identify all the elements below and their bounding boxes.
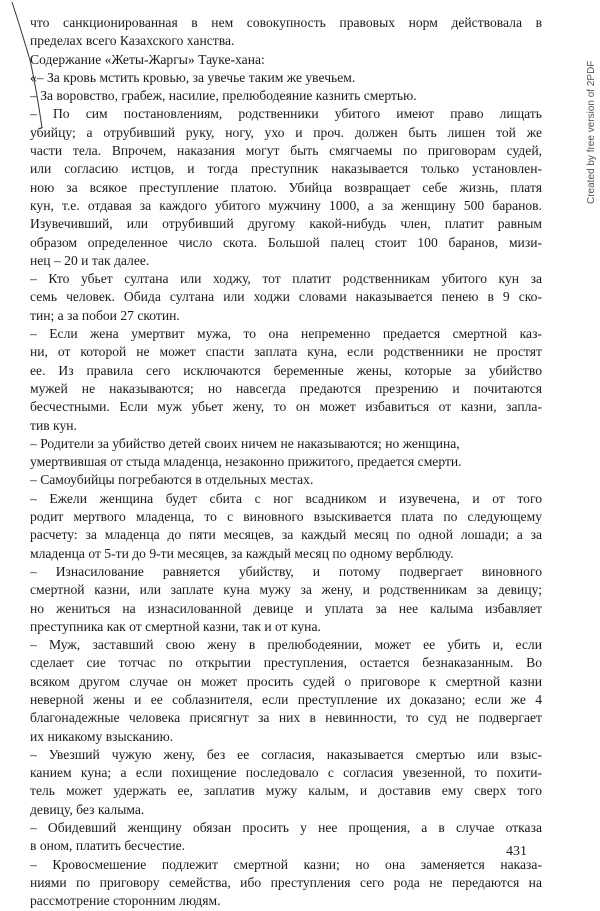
text-line: умертвившая от стыда младенца, незаконно прижитого, предается смерти. — [30, 454, 462, 470]
text-line: младенца от 5-ти до 9-ти месяцев, за каждый месяц по одному верблюду. — [30, 545, 454, 561]
text-line: бесчестными. Если муж убьет жену, то он может избавиться от казни, запла- — [30, 399, 542, 415]
text-line: рассмотрение сторонним людям. — [30, 893, 221, 909]
text-line: их никакому взысканию. — [30, 728, 174, 744]
pdf-watermark: Created by free version of 2PDF — [586, 60, 597, 204]
text-line: пределах всего Казахского ханства. — [30, 33, 235, 49]
text-line: канием куна; а если похищение последовало с согласия увезенной, то похити- — [30, 765, 542, 781]
text-line: но жениться на изнасилованной девице и уплата за нее калыма избавляет — [30, 600, 542, 616]
text-line: благонадежные человека присягнут за них в невинности, то суд не подвергает — [30, 710, 542, 726]
text-line: или согласию истцов, и тогда преступник наказывается только установлен- — [30, 161, 542, 177]
text-line: ни, от которой не может спасти заплата куна, если родственники не простят — [30, 344, 542, 360]
text-line: семь человек. Обида султана или ходжи словами наказывается пенею в 9 ско- — [30, 289, 542, 305]
text-line: ною за всякое преступление платою. Убийца возвращает себе жизнь, платя — [30, 179, 542, 195]
page-number: 431 — [506, 844, 527, 859]
text-line: образом определенное число скота. Большой палец стоит 100 баранов, мизи- — [30, 234, 542, 250]
text-line: – Увезший чужую жену, без ее согласия, наказывается смертью или взыс- — [30, 746, 542, 762]
text-line: – Если жена умертвит мужа, то она непременно предается смертной каз- — [30, 326, 542, 342]
text-line: – Ежели женщина будет сбита с ног всадником и изувечена, и от того — [30, 490, 542, 506]
text-line: тель может удержать ее, заплатив мужу калым, и доставив ему сверх того — [30, 783, 542, 799]
text-line: мужей не наказываются; но навсегда предаются презрению и почитаются — [30, 380, 542, 396]
text-line: тив кун. — [30, 417, 77, 433]
text-line: неверной жены и ее соблазнителя, если преступление их доказано; если же 4 — [30, 691, 542, 707]
text-line: – Кровосмешение подлежит смертной казни; но она заменяется наказа- — [30, 856, 542, 872]
text-line: Изувечивший, или отрубивший другому какой-нибудь член, платит равным — [30, 216, 542, 232]
text-line: что санкционированная в нем совокупность правовых норм действовала в — [30, 15, 542, 30]
text-line: – Родители за убийство детей своих ничем не наказываются; но женщина, — [30, 435, 460, 451]
text-line: нец – 20 и так далее. — [30, 252, 150, 268]
text-line: – Изнасилование равняется убийству, и потому подвергает виновного — [30, 563, 542, 579]
text-line: «– За кровь мстить кровью, за увечье таким же увечьем. — [30, 69, 356, 85]
text-line: – По сим постановлениям, родственники убитого имеют право лищать — [30, 106, 542, 122]
text-line: всяком другом случае он может просить судей о приговоре к смертной казни — [30, 673, 542, 689]
text-line: – Кто убьет султана или ходжу, тот платит родственникам убитого кун за — [30, 271, 542, 287]
text-line: тин; а за побои 27 скотин. — [30, 307, 180, 323]
text-line: – Самоубийцы погребаются в отдельных местах. — [30, 472, 314, 488]
text-line: ниями по приговору семейства, ибо преступления сего рода не передаются на — [30, 874, 542, 890]
text-line: преступника как от смертной казни, так и от куна. — [30, 618, 321, 634]
body-text — [30, 14, 542, 911]
text-line: расчету: за младенца до пяти месяцев, за каждый месяц по одной лошади; а за — [30, 527, 542, 543]
text-line: сделает сие тотчас по открытии преступления, остается безнаказанным. Во — [30, 655, 542, 671]
text-line: части тела. Впрочем, наказания могут быть смягчаемы по приговорам судей, — [30, 143, 542, 159]
text-line: в оном, платить бесчестие. — [30, 838, 186, 854]
text-line: девицу, без калыма. — [30, 801, 145, 817]
text-line: – Муж, заставший свою жену в прелюбодеянии, может ее убить и, если — [30, 637, 542, 653]
text-line: – Обидевший женщину обязан просить у нее прощения, а в случае отказа — [30, 820, 542, 836]
text-line: Содержание «Жеты-Жаргы» Тауке-хана: — [30, 51, 265, 67]
text-line: кун, т.е. отдавая за каждого убитого мужчину 1000, а за женщину 500 баранов. — [30, 197, 542, 213]
text-line: смертной казни, или заплате куна мужу за жену, и родственникам за девицу; — [30, 582, 542, 598]
text-line: – За воровство, грабеж, насилие, прелюбодеяние казнить смертью. — [30, 88, 417, 104]
text-line: родит мертвого младенца, то с виновного взыскивается плата по следующему — [30, 509, 542, 525]
text-line: убийцу; а отрубивший руку, ногу, ухо и проч. должен быть лишен той же — [30, 124, 542, 140]
text-line: ее. Из правила сего исключаются беременные жены, которые за убийство — [30, 362, 542, 378]
